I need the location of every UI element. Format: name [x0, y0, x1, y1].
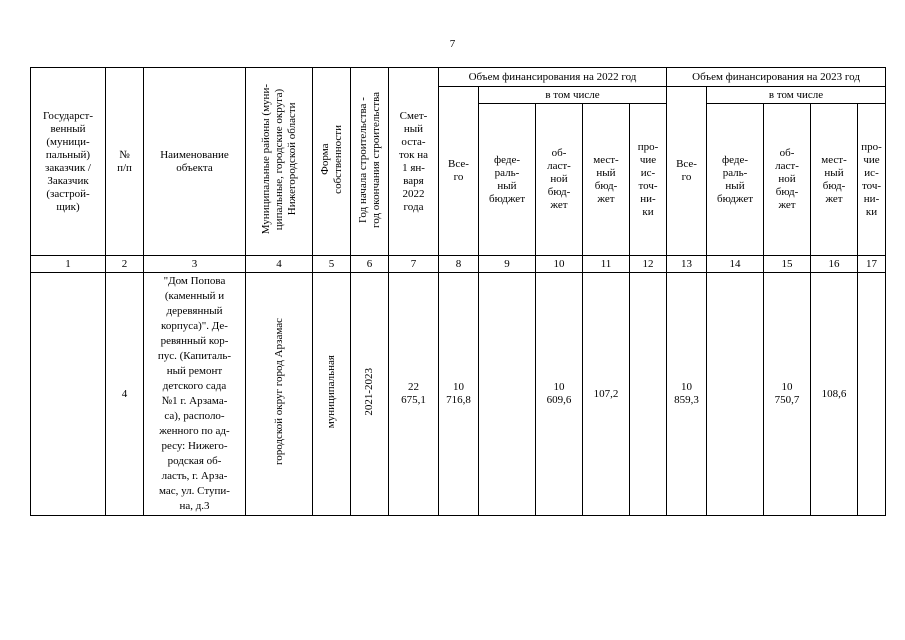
column-number: 6 [351, 256, 389, 273]
cell-district-cell [246, 273, 313, 516]
column-number: 3 [144, 256, 246, 273]
header-district-cell [246, 68, 313, 256]
column-number: 1 [31, 256, 106, 273]
header-regional-2022: об- ласт- ной бюд- жет [536, 104, 583, 256]
cell-customer [31, 273, 106, 516]
cell-years-cell [351, 273, 389, 516]
column-number: 15 [764, 256, 811, 273]
header-federal-2022: феде- раль- ный бюджет [479, 104, 536, 256]
cell-years: 2021-2023 [363, 368, 375, 416]
cell-district: городской округ город Арзамас [272, 318, 285, 466]
cell-ownership: муниципальная [325, 355, 337, 429]
header-including-2022: в том числе [479, 87, 667, 104]
investment-table [30, 67, 886, 516]
column-number: 9 [479, 256, 536, 273]
table-row [31, 273, 886, 516]
header-balance: Смет- ный оста- ток на 1 ян- варя 2022 года [389, 68, 439, 256]
column-number: 10 [536, 256, 583, 273]
column-number: 14 [707, 256, 764, 273]
cell-other-2023 [858, 273, 886, 516]
header-district: Муниципальные районы (муни- ципальные, городские округа) Нижегородской области [259, 84, 298, 235]
column-number: 7 [389, 256, 439, 273]
column-numbers-row [31, 256, 886, 273]
cell-federal-2023 [707, 273, 764, 516]
header-total-2022: Все- го [439, 87, 479, 256]
cell-regional-2022: 10 609,6 [536, 273, 583, 516]
cell-number: 4 [106, 273, 144, 516]
column-number: 5 [313, 256, 351, 273]
cell-balance: 22 675,1 [389, 273, 439, 516]
header-ownership-cell [313, 68, 351, 256]
header-local-2023: мест- ный бюд- жет [811, 104, 858, 256]
cell-ownership-cell [313, 273, 351, 516]
cell-object-name: "Дом Попова (каменный и деревянный корпуса)". Де- ревянный кор- пус. (Капиталь- ный ремонт детского сада №1 г. Арзама- са), располо- женного по ад- ресу: Нижего- родская об- ласть, г. Арза- мас, ул. Ступи- на, д.3 [144, 273, 246, 516]
header-regional-2023: об- ласт- ной бюд- жет [764, 104, 811, 256]
header-years: Год начала строительства - год окончания строительства [356, 91, 382, 228]
header-local-2022: мест- ный бюд- жет [583, 104, 630, 256]
header-financing-2023: Объем финансирования на 2023 год [667, 68, 886, 87]
header-federal-2023: феде- раль- ный бюджет [707, 104, 764, 256]
column-number: 17 [858, 256, 886, 273]
column-number: 8 [439, 256, 479, 273]
header-including-2023: в том числе [707, 87, 886, 104]
column-number: 4 [246, 256, 313, 273]
header-years-cell [351, 68, 389, 256]
cell-total-2023: 10 859,3 [667, 273, 707, 516]
page-number: 7 [449, 38, 456, 50]
header-other-2023: про- чие ис- точ- ни- ки [858, 104, 886, 256]
header-number: № п/п [106, 68, 144, 256]
column-number: 13 [667, 256, 707, 273]
header-customer: Государст- венный (муници- пальный) заказчик / Заказчик (застрой- щик) [31, 68, 106, 256]
cell-regional-2023: 10 750,7 [764, 273, 811, 516]
header-ownership: Форма собственности [318, 125, 344, 194]
column-number: 16 [811, 256, 858, 273]
header-financing-2022: Объем финансирования на 2022 год [439, 68, 667, 87]
header-object-name: Наименование объекта [144, 68, 246, 256]
cell-total-2022: 10 716,8 [439, 273, 479, 516]
cell-federal-2022 [479, 273, 536, 516]
column-number: 11 [583, 256, 630, 273]
header-total-2023: Все- го [667, 87, 707, 256]
cell-local-2023: 108,6 [811, 273, 858, 516]
cell-other-2022 [630, 273, 667, 516]
header-other-2022: про- чие ис- точ- ни- ки [630, 104, 667, 256]
column-number: 12 [630, 256, 667, 273]
column-number: 2 [106, 256, 144, 273]
cell-local-2022: 107,2 [583, 273, 630, 516]
